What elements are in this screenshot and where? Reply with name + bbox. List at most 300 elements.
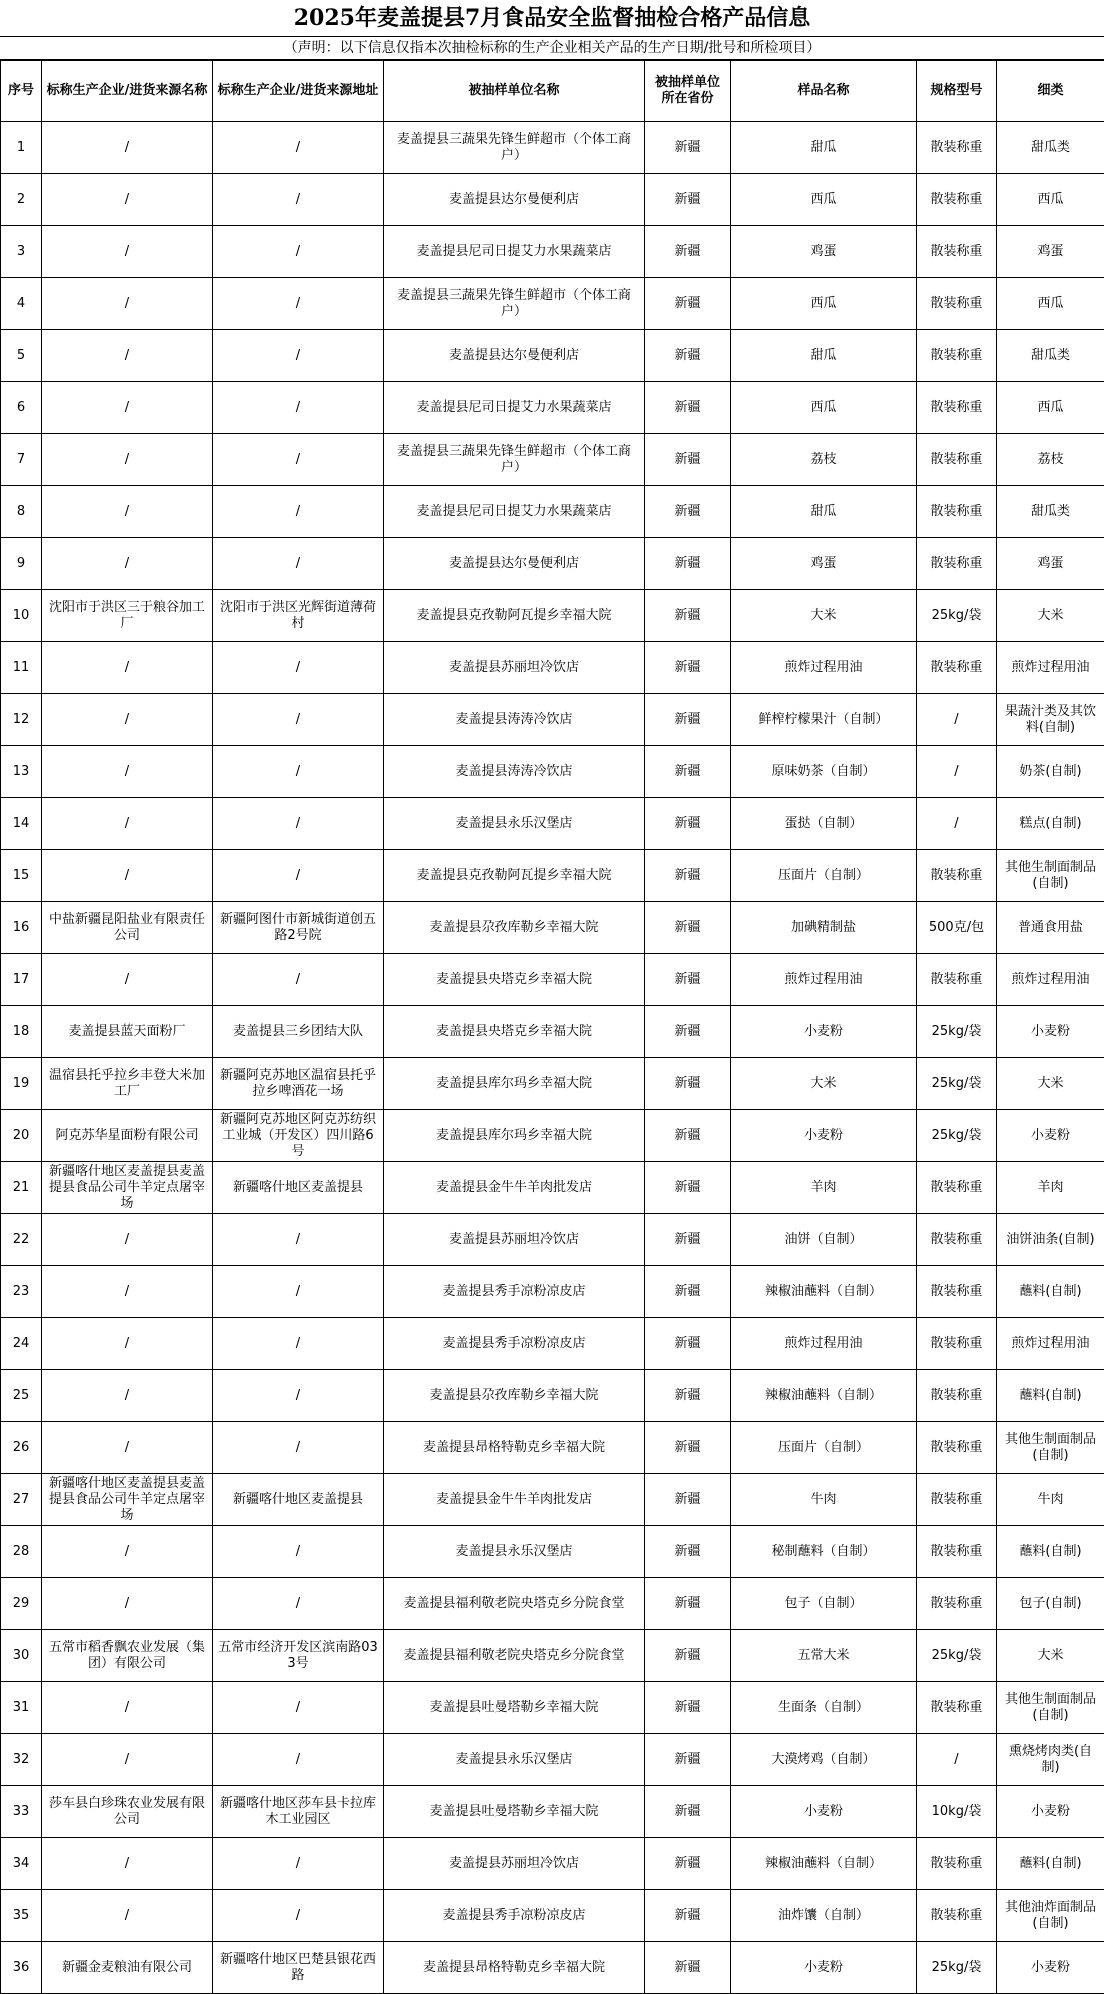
cell-sample-name: 辣椒油蘸料（自制）	[731, 1370, 917, 1422]
cell-province: 新疆	[645, 538, 731, 590]
table-row	[1, 486, 1104, 538]
cell-spec: /	[917, 798, 997, 850]
table-row	[1, 850, 1104, 902]
cell-category: 小麦粉	[997, 1006, 1104, 1058]
table-row	[1, 1162, 1104, 1214]
table-row	[1, 590, 1104, 642]
cell-sampled-unit: 麦盖提县吐曼塔勒乡幸福大院	[384, 1786, 645, 1838]
cell-category: 小麦粉	[997, 1942, 1104, 1994]
cell-producer-address: /	[213, 850, 384, 902]
cell-sampled-unit: 麦盖提县昂格特勒克乡幸福大院	[384, 1942, 645, 1994]
cell-sample-name: 大米	[731, 590, 917, 642]
cell-sampled-unit: 麦盖提县三蔬果先锋生鲜超市（个体工商户）	[384, 278, 645, 330]
cell-producer-name: 中盐新疆昆阳盐业有限责任公司	[42, 902, 213, 954]
table-row	[1, 278, 1104, 330]
cell-producer-name: /	[42, 278, 213, 330]
cell-spec: /	[917, 746, 997, 798]
cell-producer-address: /	[213, 486, 384, 538]
cell-seq: 33	[1, 1786, 42, 1838]
table-row	[1, 226, 1104, 278]
cell-producer-name: /	[42, 1214, 213, 1266]
cell-sample-name: 压面片（自制）	[731, 850, 917, 902]
cell-province: 新疆	[645, 278, 731, 330]
cell-producer-address: 沈阳市于洪区光辉街道薄荷村	[213, 590, 384, 642]
cell-sample-name: 油饼（自制）	[731, 1214, 917, 1266]
cell-category: 甜瓜类	[997, 486, 1104, 538]
cell-province: 新疆	[645, 954, 731, 1006]
cell-sample-name: 羊肉	[731, 1162, 917, 1214]
table-row	[1, 902, 1104, 954]
cell-seq: 17	[1, 954, 42, 1006]
cell-producer-address: 新疆阿克苏地区温宿县托乎拉乡啤酒花一场	[213, 1058, 384, 1110]
header-sample-name: 样品名称	[731, 61, 917, 122]
cell-sampled-unit: 麦盖提县达尔曼便利店	[384, 174, 645, 226]
cell-sample-name: 甜瓜	[731, 486, 917, 538]
cell-producer-name: 五常市稻香飘农业发展（集团）有限公司	[42, 1630, 213, 1682]
cell-category: 其他生制面制品(自制)	[997, 1682, 1104, 1734]
table-row	[1, 1110, 1104, 1162]
cell-sample-name: 西瓜	[731, 174, 917, 226]
cell-spec: 25kg/袋	[917, 1058, 997, 1110]
cell-producer-name: /	[42, 382, 213, 434]
cell-sampled-unit: 麦盖提县苏丽坦冷饮店	[384, 1838, 645, 1890]
header-province: 被抽样单位所在省份	[645, 61, 731, 122]
cell-producer-address: /	[213, 954, 384, 1006]
cell-sample-name: 原味奶茶（自制）	[731, 746, 917, 798]
cell-sample-name: 辣椒油蘸料（自制）	[731, 1266, 917, 1318]
cell-sampled-unit: 麦盖提县永乐汉堡店	[384, 1526, 645, 1578]
cell-seq: 3	[1, 226, 42, 278]
cell-province: 新疆	[645, 1162, 731, 1214]
cell-sampled-unit: 麦盖提县昂格特勒克乡幸福大院	[384, 1422, 645, 1474]
cell-seq: 18	[1, 1006, 42, 1058]
table-row	[1, 1838, 1104, 1890]
cell-producer-name: 莎车县白珍珠农业发展有限公司	[42, 1786, 213, 1838]
cell-category: 蘸料(自制)	[997, 1266, 1104, 1318]
cell-sample-name: 辣椒油蘸料（自制）	[731, 1838, 917, 1890]
cell-producer-name: /	[42, 1734, 213, 1786]
cell-province: 新疆	[645, 486, 731, 538]
cell-seq: 7	[1, 434, 42, 486]
cell-spec: 散装称重	[917, 538, 997, 590]
cell-spec: 散装称重	[917, 1682, 997, 1734]
cell-spec: 散装称重	[917, 1578, 997, 1630]
cell-producer-address: 五常市经济开发区滨南路033号	[213, 1630, 384, 1682]
cell-spec: 散装称重	[917, 1526, 997, 1578]
cell-seq: 21	[1, 1162, 42, 1214]
header-sampled-unit: 被抽样单位名称	[384, 61, 645, 122]
table-header-row	[1, 61, 1104, 122]
cell-sample-name: 蛋挞（自制）	[731, 798, 917, 850]
cell-province: 新疆	[645, 1266, 731, 1318]
cell-category: 熏烧烤肉类(自制)	[997, 1734, 1104, 1786]
cell-seq: 23	[1, 1266, 42, 1318]
cell-producer-name: /	[42, 538, 213, 590]
cell-sample-name: 大米	[731, 1058, 917, 1110]
cell-seq: 12	[1, 694, 42, 746]
cell-seq: 35	[1, 1890, 42, 1942]
header-producer-address: 标称生产企业/进货来源地址	[213, 61, 384, 122]
cell-sample-name: 压面片（自制）	[731, 1422, 917, 1474]
cell-seq: 10	[1, 590, 42, 642]
cell-category: 大米	[997, 1630, 1104, 1682]
disclaimer-notice: （声明：以下信息仅指本次抽检标称的生产企业相关产品的生产日期/批号和所检项目）	[0, 37, 1104, 60]
cell-producer-name: /	[42, 486, 213, 538]
header-category: 细类	[997, 61, 1104, 122]
cell-province: 新疆	[645, 642, 731, 694]
cell-sampled-unit: 麦盖提县三蔬果先锋生鲜超市（个体工商户）	[384, 434, 645, 486]
cell-spec: 500克/包	[917, 902, 997, 954]
cell-sampled-unit: 麦盖提县涛涛冷饮店	[384, 746, 645, 798]
cell-sampled-unit: 麦盖提县福利敬老院央塔克乡分院食堂	[384, 1630, 645, 1682]
cell-seq: 11	[1, 642, 42, 694]
cell-producer-name: /	[42, 330, 213, 382]
cell-seq: 13	[1, 746, 42, 798]
cell-sampled-unit: 麦盖提县福利敬老院央塔克乡分院食堂	[384, 1578, 645, 1630]
cell-spec: 散装称重	[917, 1162, 997, 1214]
cell-producer-name: 麦盖提县蓝天面粉厂	[42, 1006, 213, 1058]
table-row	[1, 1942, 1104, 1994]
cell-province: 新疆	[645, 226, 731, 278]
table-row	[1, 1266, 1104, 1318]
cell-province: 新疆	[645, 1110, 731, 1162]
cell-producer-name: /	[42, 1318, 213, 1370]
cell-producer-name: /	[42, 1890, 213, 1942]
cell-province: 新疆	[645, 694, 731, 746]
cell-category: 其他油炸面制品(自制)	[997, 1890, 1104, 1942]
cell-category: 其他生制面制品(自制)	[997, 1422, 1104, 1474]
cell-producer-address: 新疆喀什地区麦盖提县	[213, 1162, 384, 1214]
cell-producer-address: /	[213, 434, 384, 486]
table-row	[1, 1058, 1104, 1110]
cell-seq: 4	[1, 278, 42, 330]
cell-producer-address: /	[213, 746, 384, 798]
table-row	[1, 382, 1104, 434]
cell-sampled-unit: 麦盖提县三蔬果先锋生鲜超市（个体工商户）	[384, 122, 645, 174]
table-row	[1, 1214, 1104, 1266]
cell-producer-address: 新疆喀什地区巴楚县银花西路	[213, 1942, 384, 1994]
cell-province: 新疆	[645, 1526, 731, 1578]
header-producer-name: 标称生产企业/进货来源名称	[42, 61, 213, 122]
cell-category: 果蔬汁类及其饮料(自制)	[997, 694, 1104, 746]
table-row	[1, 746, 1104, 798]
cell-province: 新疆	[645, 590, 731, 642]
cell-sample-name: 加碘精制盐	[731, 902, 917, 954]
cell-spec: 散装称重	[917, 1474, 997, 1526]
cell-sampled-unit: 麦盖提县尕孜库勒乡幸福大院	[384, 1370, 645, 1422]
cell-category: 大米	[997, 590, 1104, 642]
cell-province: 新疆	[645, 850, 731, 902]
table-body	[1, 122, 1104, 1994]
cell-producer-name: 新疆金麦粮油有限公司	[42, 1942, 213, 1994]
cell-province: 新疆	[645, 1058, 731, 1110]
cell-seq: 30	[1, 1630, 42, 1682]
cell-province: 新疆	[645, 1214, 731, 1266]
table-row	[1, 1578, 1104, 1630]
cell-producer-address: /	[213, 226, 384, 278]
cell-producer-name: /	[42, 174, 213, 226]
cell-spec: 散装称重	[917, 122, 997, 174]
cell-spec: 散装称重	[917, 1318, 997, 1370]
cell-seq: 27	[1, 1474, 42, 1526]
cell-producer-name: /	[42, 434, 213, 486]
cell-producer-address: /	[213, 1266, 384, 1318]
table-row	[1, 1474, 1104, 1526]
cell-seq: 26	[1, 1422, 42, 1474]
cell-category: 西瓜	[997, 382, 1104, 434]
cell-spec: /	[917, 1734, 997, 1786]
cell-sample-name: 鸡蛋	[731, 226, 917, 278]
cell-sampled-unit: 麦盖提县永乐汉堡店	[384, 798, 645, 850]
cell-sample-name: 小麦粉	[731, 1786, 917, 1838]
table-row	[1, 694, 1104, 746]
cell-province: 新疆	[645, 122, 731, 174]
cell-province: 新疆	[645, 1630, 731, 1682]
cell-spec: 散装称重	[917, 486, 997, 538]
cell-producer-name: /	[42, 954, 213, 1006]
cell-spec: 散装称重	[917, 226, 997, 278]
cell-category: 蘸料(自制)	[997, 1526, 1104, 1578]
cell-sampled-unit: 麦盖提县克孜勒阿瓦提乡幸福大院	[384, 850, 645, 902]
table-row	[1, 1318, 1104, 1370]
cell-sampled-unit: 麦盖提县克孜勒阿瓦提乡幸福大院	[384, 590, 645, 642]
cell-sampled-unit: 麦盖提县库尔玛乡幸福大院	[384, 1110, 645, 1162]
cell-producer-address: /	[213, 1422, 384, 1474]
cell-producer-address: /	[213, 1526, 384, 1578]
cell-sampled-unit: 麦盖提县尼司日提艾力水果蔬菜店	[384, 486, 645, 538]
cell-sample-name: 鸡蛋	[731, 538, 917, 590]
cell-spec: 散装称重	[917, 1890, 997, 1942]
cell-seq: 28	[1, 1526, 42, 1578]
cell-category: 鸡蛋	[997, 538, 1104, 590]
cell-producer-address: /	[213, 330, 384, 382]
cell-category: 小麦粉	[997, 1110, 1104, 1162]
cell-seq: 14	[1, 798, 42, 850]
table-row	[1, 1370, 1104, 1422]
cell-category: 普通食用盐	[997, 902, 1104, 954]
cell-sampled-unit: 麦盖提县达尔曼便利店	[384, 538, 645, 590]
cell-province: 新疆	[645, 798, 731, 850]
cell-producer-address: /	[213, 1838, 384, 1890]
cell-producer-name: /	[42, 1838, 213, 1890]
cell-producer-name: /	[42, 850, 213, 902]
cell-category: 蘸料(自制)	[997, 1838, 1104, 1890]
cell-producer-address: /	[213, 1370, 384, 1422]
cell-producer-name: /	[42, 1422, 213, 1474]
cell-producer-address: /	[213, 122, 384, 174]
cell-spec: 25kg/袋	[917, 1110, 997, 1162]
cell-producer-address: /	[213, 1734, 384, 1786]
cell-sample-name: 小麦粉	[731, 1006, 917, 1058]
cell-category: 牛肉	[997, 1474, 1104, 1526]
table-row	[1, 1422, 1104, 1474]
header-spec: 规格型号	[917, 61, 997, 122]
cell-sample-name: 甜瓜	[731, 330, 917, 382]
qualified-products-table	[0, 60, 1104, 1994]
header-seq: 序号	[1, 61, 42, 122]
cell-province: 新疆	[645, 330, 731, 382]
cell-sampled-unit: 麦盖提县库尔玛乡幸福大院	[384, 1058, 645, 1110]
cell-category: 甜瓜类	[997, 122, 1104, 174]
cell-sampled-unit: 麦盖提县金牛牛羊肉批发店	[384, 1162, 645, 1214]
cell-sampled-unit: 麦盖提县央塔克乡幸福大院	[384, 1006, 645, 1058]
cell-category: 大米	[997, 1058, 1104, 1110]
cell-province: 新疆	[645, 1890, 731, 1942]
cell-category: 荔枝	[997, 434, 1104, 486]
table-row	[1, 1526, 1104, 1578]
cell-producer-name: /	[42, 1682, 213, 1734]
cell-spec: 散装称重	[917, 1422, 997, 1474]
cell-category: 甜瓜类	[997, 330, 1104, 382]
cell-producer-address: /	[213, 538, 384, 590]
cell-seq: 15	[1, 850, 42, 902]
cell-province: 新疆	[645, 1370, 731, 1422]
cell-spec: 散装称重	[917, 642, 997, 694]
table-row	[1, 330, 1104, 382]
cell-spec: 散装称重	[917, 434, 997, 486]
cell-province: 新疆	[645, 1422, 731, 1474]
cell-sample-name: 秘制蘸料（自制）	[731, 1526, 917, 1578]
cell-producer-address: /	[213, 1578, 384, 1630]
cell-sampled-unit: 麦盖提县秀手凉粉凉皮店	[384, 1266, 645, 1318]
cell-producer-address: /	[213, 1318, 384, 1370]
cell-seq: 19	[1, 1058, 42, 1110]
cell-producer-address: /	[213, 798, 384, 850]
cell-category: 煎炸过程用油	[997, 642, 1104, 694]
page-title: 2025年麦盖提县7月食品安全监督抽检合格产品信息	[0, 0, 1104, 37]
cell-spec: 散装称重	[917, 330, 997, 382]
table-row	[1, 434, 1104, 486]
cell-spec: /	[917, 694, 997, 746]
cell-producer-address: /	[213, 694, 384, 746]
table-row	[1, 174, 1104, 226]
cell-producer-name: 新疆喀什地区麦盖提县麦盖提县食品公司牛羊定点屠宰场	[42, 1162, 213, 1214]
cell-seq: 5	[1, 330, 42, 382]
cell-producer-address: 新疆阿克苏地区阿克苏纺织工业城（开发区）四川路6号	[213, 1110, 384, 1162]
cell-seq: 1	[1, 122, 42, 174]
cell-category: 西瓜	[997, 174, 1104, 226]
cell-sampled-unit: 麦盖提县永乐汉堡店	[384, 1734, 645, 1786]
cell-producer-name: /	[42, 226, 213, 278]
cell-spec: 10kg/袋	[917, 1786, 997, 1838]
cell-producer-name: /	[42, 642, 213, 694]
cell-sample-name: 煎炸过程用油	[731, 954, 917, 1006]
cell-seq: 16	[1, 902, 42, 954]
cell-producer-name: 温宿县托乎拉乡丰登大米加工厂	[42, 1058, 213, 1110]
cell-seq: 31	[1, 1682, 42, 1734]
cell-sampled-unit: 麦盖提县尕孜库勒乡幸福大院	[384, 902, 645, 954]
cell-sample-name: 煎炸过程用油	[731, 642, 917, 694]
cell-sampled-unit: 麦盖提县秀手凉粉凉皮店	[384, 1318, 645, 1370]
table-row	[1, 954, 1104, 1006]
cell-province: 新疆	[645, 1942, 731, 1994]
cell-province: 新疆	[645, 746, 731, 798]
cell-sampled-unit: 麦盖提县尼司日提艾力水果蔬菜店	[384, 382, 645, 434]
cell-sample-name: 油炸馕（自制）	[731, 1890, 917, 1942]
table-row	[1, 1734, 1104, 1786]
cell-producer-name: 阿克苏华星面粉有限公司	[42, 1110, 213, 1162]
cell-spec: 散装称重	[917, 278, 997, 330]
cell-seq: 25	[1, 1370, 42, 1422]
cell-seq: 32	[1, 1734, 42, 1786]
cell-spec: 散装称重	[917, 1266, 997, 1318]
cell-province: 新疆	[645, 434, 731, 486]
cell-sample-name: 牛肉	[731, 1474, 917, 1526]
cell-producer-name: /	[42, 798, 213, 850]
cell-category: 包子(自制)	[997, 1578, 1104, 1630]
cell-sample-name: 鲜榨柠檬果汁（自制）	[731, 694, 917, 746]
cell-spec: 25kg/袋	[917, 1942, 997, 1994]
cell-category: 奶茶(自制)	[997, 746, 1104, 798]
cell-seq: 6	[1, 382, 42, 434]
cell-producer-address: 麦盖提县三乡团结大队	[213, 1006, 384, 1058]
cell-producer-address: /	[213, 1214, 384, 1266]
cell-sampled-unit: 麦盖提县苏丽坦冷饮店	[384, 642, 645, 694]
cell-seq: 20	[1, 1110, 42, 1162]
cell-producer-name: /	[42, 122, 213, 174]
cell-category: 小麦粉	[997, 1786, 1104, 1838]
cell-category: 羊肉	[997, 1162, 1104, 1214]
cell-category: 西瓜	[997, 278, 1104, 330]
cell-producer-address: /	[213, 642, 384, 694]
cell-sample-name: 煎炸过程用油	[731, 1318, 917, 1370]
cell-spec: 散装称重	[917, 1370, 997, 1422]
cell-spec: 25kg/袋	[917, 1006, 997, 1058]
cell-province: 新疆	[645, 382, 731, 434]
cell-spec: 散装称重	[917, 1838, 997, 1890]
cell-producer-address: 新疆喀什地区莎车县卡拉库木工业园区	[213, 1786, 384, 1838]
cell-producer-address: /	[213, 1682, 384, 1734]
cell-sample-name: 生面条（自制）	[731, 1682, 917, 1734]
cell-seq: 34	[1, 1838, 42, 1890]
cell-spec: 散装称重	[917, 850, 997, 902]
cell-producer-name: /	[42, 1526, 213, 1578]
cell-seq: 8	[1, 486, 42, 538]
cell-producer-address: /	[213, 1890, 384, 1942]
cell-producer-name: /	[42, 746, 213, 798]
cell-sample-name: 小麦粉	[731, 1110, 917, 1162]
cell-sampled-unit: 麦盖提县吐曼塔勒乡幸福大院	[384, 1682, 645, 1734]
cell-category: 鸡蛋	[997, 226, 1104, 278]
cell-seq: 24	[1, 1318, 42, 1370]
table-row	[1, 1890, 1104, 1942]
cell-sampled-unit: 麦盖提县金牛牛羊肉批发店	[384, 1474, 645, 1526]
cell-sampled-unit: 麦盖提县涛涛冷饮店	[384, 694, 645, 746]
cell-sampled-unit: 麦盖提县尼司日提艾力水果蔬菜店	[384, 226, 645, 278]
cell-sample-name: 五常大米	[731, 1630, 917, 1682]
cell-seq: 2	[1, 174, 42, 226]
cell-producer-name: 新疆喀什地区麦盖提县麦盖提县食品公司牛羊定点屠宰场	[42, 1474, 213, 1526]
cell-spec: 25kg/袋	[917, 590, 997, 642]
cell-category: 油饼油条(自制)	[997, 1214, 1104, 1266]
cell-producer-name: 沈阳市于洪区三于粮谷加工厂	[42, 590, 213, 642]
cell-province: 新疆	[645, 1682, 731, 1734]
cell-sample-name: 荔枝	[731, 434, 917, 486]
cell-sampled-unit: 麦盖提县达尔曼便利店	[384, 330, 645, 382]
cell-category: 糕点(自制)	[997, 798, 1104, 850]
cell-sampled-unit: 麦盖提县央塔克乡幸福大院	[384, 954, 645, 1006]
cell-sample-name: 包子（自制）	[731, 1578, 917, 1630]
cell-sample-name: 西瓜	[731, 278, 917, 330]
cell-category: 煎炸过程用油	[997, 954, 1104, 1006]
cell-category: 蘸料(自制)	[997, 1370, 1104, 1422]
cell-spec: 散装称重	[917, 1214, 997, 1266]
table-row	[1, 1006, 1104, 1058]
cell-sampled-unit: 麦盖提县苏丽坦冷饮店	[384, 1214, 645, 1266]
cell-sample-name: 小麦粉	[731, 1942, 917, 1994]
cell-producer-name: /	[42, 1578, 213, 1630]
cell-category: 其他生制面制品(自制)	[997, 850, 1104, 902]
